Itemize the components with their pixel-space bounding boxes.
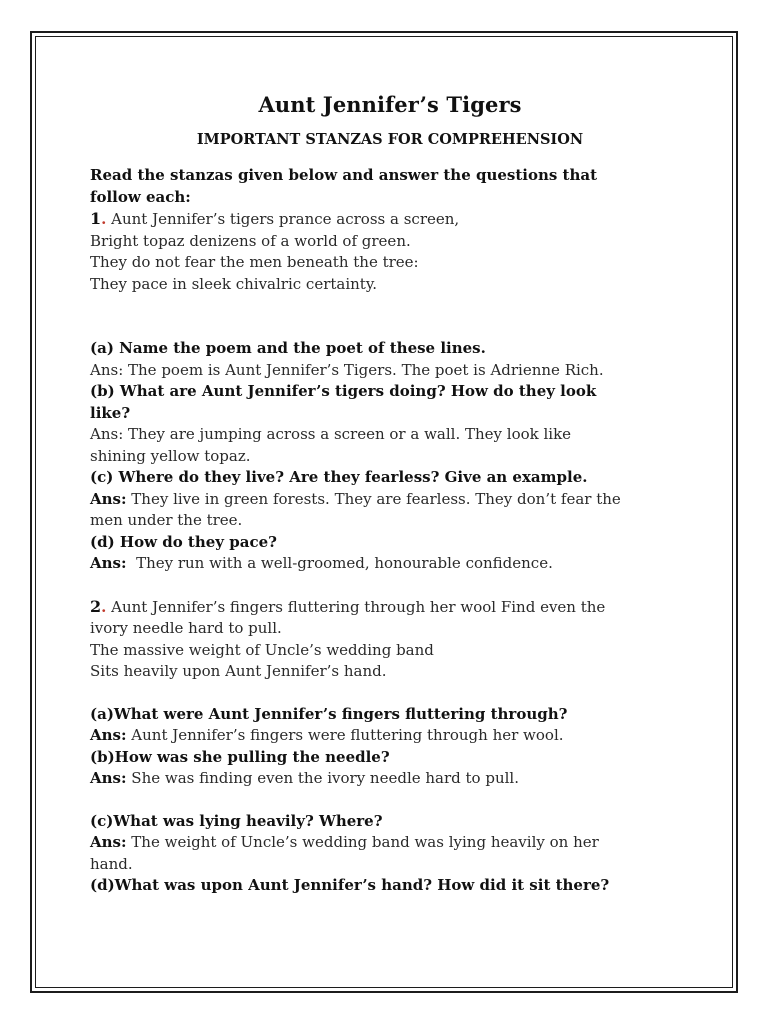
s1-answer-b-line-1: Ans: They are jumping across a screen or a wall. They look like	[90, 425, 572, 443]
stanza-1-line-4: They pace in sleek chivalric certainty.	[90, 274, 378, 293]
s2-answer-a	[90, 725, 690, 747]
answer-label: Ans:	[90, 833, 127, 851]
answer-label: Ans:	[90, 554, 127, 572]
s2-answer-c-line-1	[90, 832, 690, 854]
s1-question-b-line-2: like?	[90, 403, 131, 422]
s1-answer-c-line-1	[90, 489, 690, 511]
page-title: Aunt Jennifer’s Tigers	[258, 92, 522, 117]
s2-answer-a-text: Aunt Jennifer’s fingers were fluttering through her wool.	[126, 726, 564, 744]
stanza-2-dot: .	[101, 597, 107, 616]
stanza-1-line-1	[90, 208, 690, 231]
answer-label: Ans:	[90, 489, 127, 508]
s2-answer-c-text: The weight of Uncle’s wedding band was lying heavily on her	[126, 833, 599, 851]
s2-answer-b	[90, 768, 690, 790]
s1-question-a: (a) Name the poem and the poet of these lines.	[90, 339, 486, 357]
stanza-2-line-4: Sits heavily upon Aunt Jennifer’s hand.	[90, 662, 387, 680]
s2-question-b: (b)How was she pulling the needle?	[90, 747, 390, 766]
s1-answer-d-text: They run with a well-groomed, honourable confidence.	[126, 554, 553, 572]
s1-answer-c-text: They live in green forests. They are fearless. They don’t fear the	[126, 489, 621, 508]
s2-question-a: (a)What were Aunt Jennifer’s fingers fluttering through?	[90, 704, 568, 723]
instruction-line-1: Read the stanzas given below and answer the questions that	[90, 166, 598, 184]
stanza-2-line-1-text: Aunt Jennifer’s fingers fluttering through her wool Find even the	[106, 597, 606, 616]
s1-answer-c-line-2: men under the tree.	[90, 511, 243, 529]
document-body	[90, 92, 690, 897]
stanza-1-dot: .	[101, 210, 107, 228]
stanza-1-line-1-text: Aunt Jennifer’s tigers prance across a screen,	[106, 210, 460, 228]
s2-question-c: (c)What was lying heavily? Where?	[90, 811, 383, 830]
answer-label: Ans:	[90, 769, 127, 787]
stanza-1-line-2: Bright topaz denizens of a world of green.	[90, 231, 411, 250]
s1-question-b-line-1: (b) What are Aunt Jennifer’s tigers doing? How do they look	[90, 382, 597, 400]
stanza-2-line-2: ivory needle hard to pull.	[90, 619, 282, 637]
stanza-2-line-3: The massive weight of Uncle’s wedding band	[90, 640, 434, 659]
s1-question-c: (c) Where do they live? Are they fearless? Give an example.	[90, 468, 588, 486]
s1-answer-a: Ans: The poem is Aunt Jennifer’s Tigers. The poet is Adrienne Rich.	[90, 360, 604, 379]
s1-question-d: (d) How do they pace?	[90, 532, 277, 551]
s2-question-d: (d)What was upon Aunt Jennifer’s hand? How did it sit there?	[90, 876, 610, 894]
stanza-1-line-3: They do not fear the men beneath the tree:	[90, 253, 419, 271]
answer-label: Ans:	[90, 726, 127, 744]
s1-answer-b-line-2: shining yellow topaz.	[90, 446, 251, 465]
stanza-2-line-1	[90, 596, 690, 619]
s1-answer-d	[90, 553, 690, 575]
page-subtitle: IMPORTANT STANZAS FOR COMPREHENSION	[196, 131, 584, 148]
s2-answer-b-text: She was finding even the ivory needle hard to pull.	[126, 769, 519, 787]
s2-answer-c-line-2: hand.	[90, 854, 133, 873]
instruction-line-2: follow each:	[90, 187, 191, 206]
stanza-2-number: 2	[90, 596, 102, 616]
stanza-1-number: 1	[90, 209, 102, 228]
